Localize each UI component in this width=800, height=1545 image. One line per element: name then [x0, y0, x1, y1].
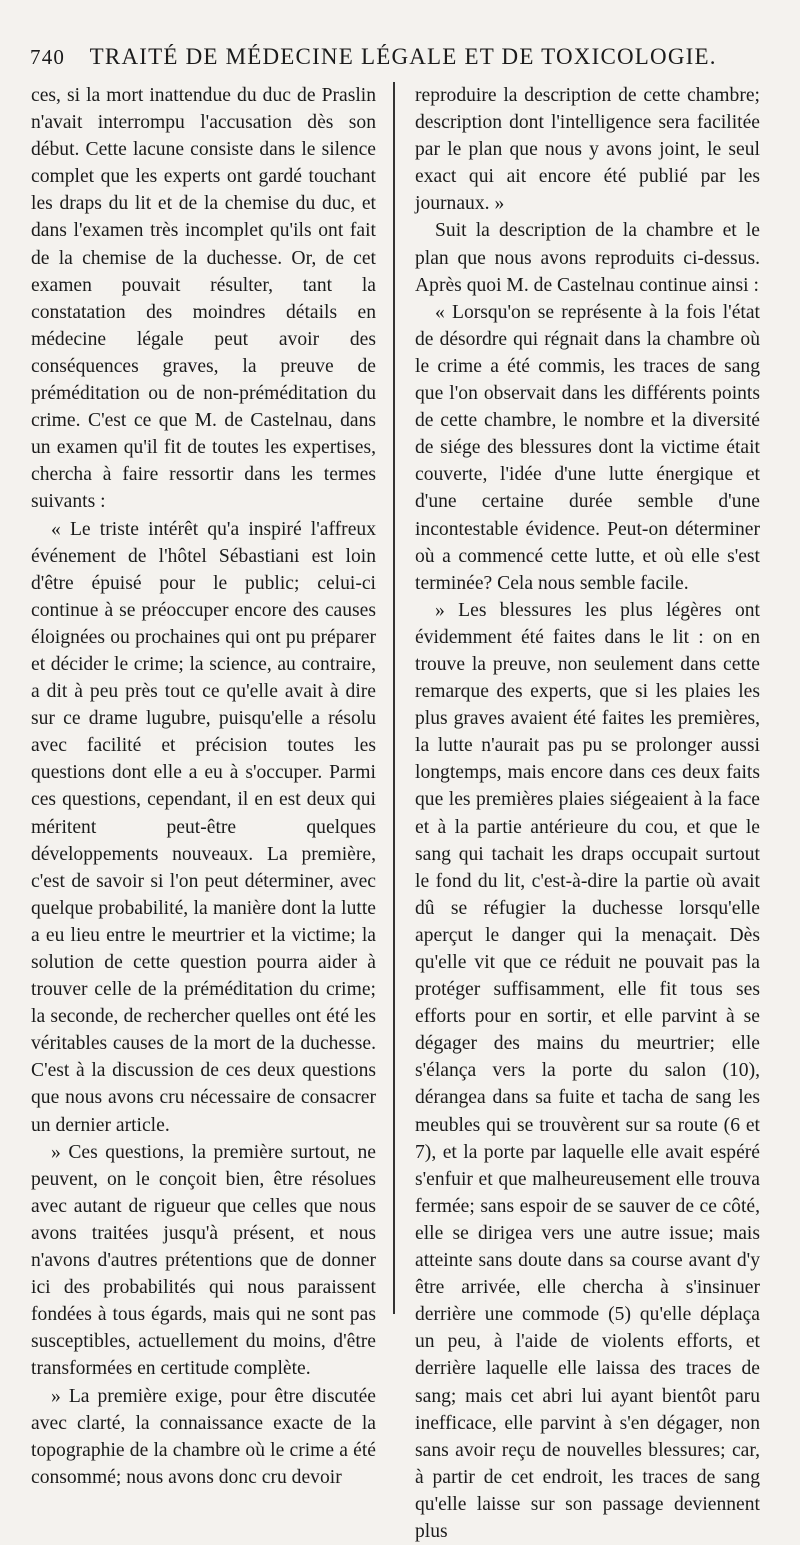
running-header — [30, 44, 775, 70]
paragraph: Suit la description de la chambre et le plan que nous avons reproduits ci-dessus. Après quoi M. de Castelnau continue ainsi : — [415, 220, 760, 296]
running-title: TRAITÉ DE MÉDECINE LÉGALE ET DE TOXICOLOGIE. — [89, 44, 717, 69]
paragraph: reproduire la description de cette chambre; description dont l'intelligence sera facilitée par le plan que nous y avons joint, le seul exact qui ait encore été publié par les journaux. » — [415, 85, 760, 215]
paragraph: » Les blessures les plus légères ont évidemment été faites dans le lit : on en trouve la preuve, non seulement dans cette remarque des experts, que si les plaies les plus graves avaient été faites les premières, la lutte n'aurait pas pu se prolonger aussi longtemps, mais encore dans ces deux faits que les premières plaies siégeaient à la face et à la partie antérieure du cou, et que le sang qui tachait les draps occupait surtout le fond du lit, c'est-à-dire la partie où avait dû se réfugier la duchesse lorsqu'elle aperçut le danger qui la menaçait. Dès qu'elle vit que ce réduit ne pouvait pas la protéger suffisamment, elle fit tous ses efforts pour en sortir, et elle parvint à se dégager des mains du meurtrier; elle s'élança vers la porte du salon (10), dérangea dans sa fuite et tacha de sang les meubles qui se trouvèrent sur sa route (6 et 7), et la porte par laquelle elle avait espéré s'enfuir et que malheureusement elle trouva fermée; sans espoir de se sauver de ce côté, elle se dirigea vers une autre issue; mais atteinte sans doute dans sa course avant d'y être arrivée, elle chercha à s'insinuer derrière une commode (5) qu'elle déplaça un peu, à l'aide de violents efforts, et derrière laquelle elle laissa des traces de sang; mais cet abri lui ayant bientôt paru inefficace, elle parvint à s'en dégager, non sans avoir reçu de nouvelles blessures; car, à partir de cet endroit, les traces de sang qu'elle laisse sur son passage deviennent plus — [415, 599, 760, 1542]
paragraph: » Ces questions, la première surtout, ne peuvent, on le conçoit bien, être résolues avec autant de rigueur que celles que nous avons traitées jusqu'à présent, et nous n'avons d'autres prétentions que de donner ici des probabilités qui nous paraissent fondées à tous égards, mais qui ne sont pas susceptibles, actuellement du moins, d'être transformées en certitude complète. — [31, 1141, 376, 1380]
paragraph: ces, si la mort inattendue du duc de Praslin n'avait interrompu l'accusation dès son début. Cette lacune consiste dans le silence complet que les experts ont gardé touchant les draps du lit et de la chemise du duc, et dans l'examen très incomplet qu'ils ont fait de la chemise de la duchesse. Or, de cet examen pouvait résulter, tant la constatation des moindres détails en médecine légale peut avoir des conséquences graves, la preuve de préméditation ou de non-préméditation du crime. C'est ce que M. de Castelnau, dans un examen qu'il fit de toutes les expertises, chercha à faire ressortir dans les termes suivants : — [31, 85, 376, 513]
left-column — [31, 82, 376, 1491]
paragraph: « Lorsqu'on se représente à la fois l'état de désordre qui régnait dans la chambre où le crime a été commis, les traces de sang que l'on observait dans les différents points de cette chambre, le nombre et la diversité de siége des blessures dont la victime était couverte, l'idée d'une lutte énergique et d'une certaine durée semble d'une incontestable évidence. Peut-on déterminer où a commencé cette lutte, et où elle s'est terminée? Cela nous semble facile. — [415, 301, 760, 594]
paragraph: » La première exige, pour être discutée avec clarté, la connaissance exacte de la topographie de la chambre où le crime a été consommé; nous avons donc cru devoir — [31, 1385, 376, 1488]
paragraph: « Le triste intérêt qu'a inspiré l'affreux événement de l'hôtel Sébastiani est loin d'être épuisé pour le public; celui-ci continue à se préoccuper encore des causes éloignées ou prochaines qui ont pu préparer et décider le crime; la science, au contraire, a dit à peu près tout ce qu'elle avait à dire sur ce drame lugubre, puisqu'elle a résolu avec facilité et précision toutes les questions dont elle a eu à s'occuper. Parmi ces questions, cependant, il en est deux qui méritent peut-être quelques développements nouveaux. La première, c'est de savoir si l'on peut déterminer, avec quelque probabilité, la manière dont la lutte a eu lieu entre le meurtrier et la victime; la solution de cette question pourra aider à trouver celle de la préméditation du crime; la seconde, de rechercher quelles ont été les véritables causes de la mort de la duchesse. C'est à la discussion de ces deux questions que nous avons cru nécessaire de consacrer un dernier article. — [31, 518, 376, 1136]
right-column — [415, 82, 760, 1545]
page-number: 740 — [30, 45, 66, 69]
column-divider — [393, 82, 395, 1314]
